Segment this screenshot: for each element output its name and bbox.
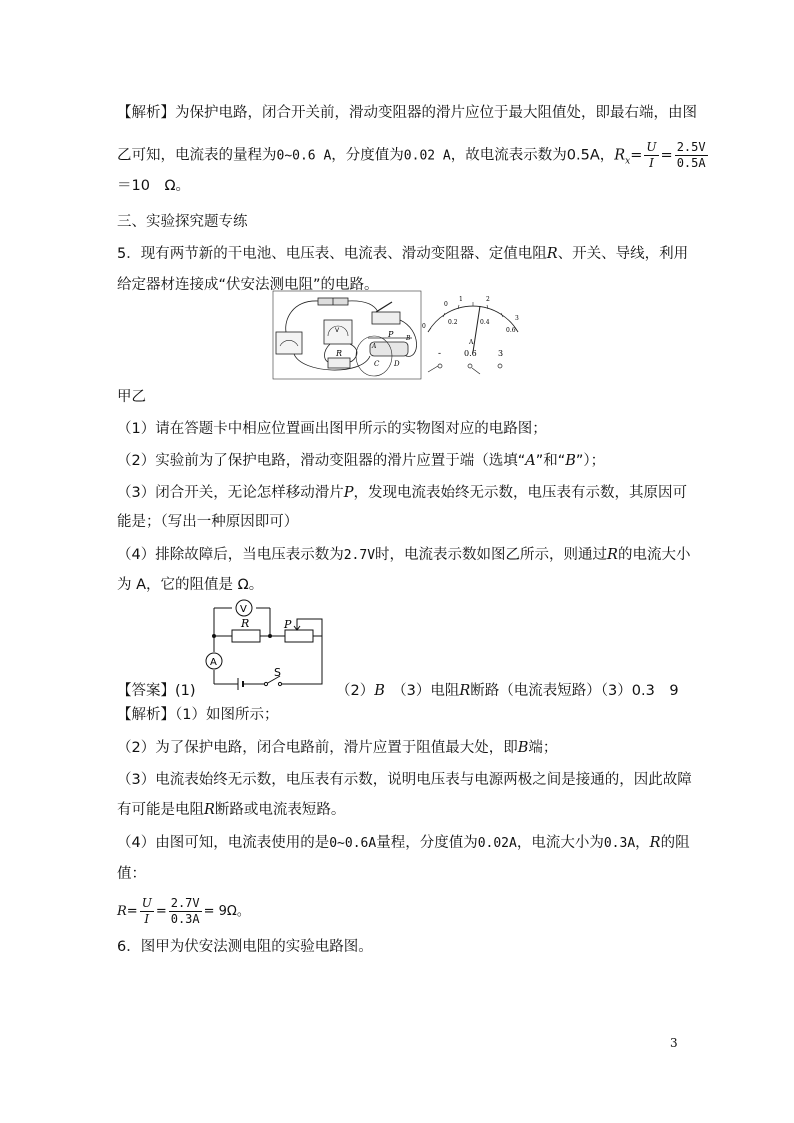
question-5-part-4-line-2: 为 A，它的阻值是 Ω。 bbox=[117, 577, 264, 593]
switch-icon bbox=[372, 312, 400, 324]
svg-text:V: V bbox=[335, 327, 340, 334]
analysis-paragraph-1-line-3: ＝10 Ω。 bbox=[117, 178, 191, 194]
svg-text:D: D bbox=[394, 360, 400, 368]
svg-text:C: C bbox=[374, 360, 380, 368]
section-heading: 三、实验探究题专练 bbox=[117, 214, 248, 230]
question-5-part-2: （2）实验前为了保护电路，滑动变阻器的滑片应置于端（选填“A”和“B”）； bbox=[117, 453, 606, 469]
rheostat-symbol bbox=[285, 630, 313, 642]
question-6: 6．图甲为伏安法测电阻的实验电路图。 bbox=[117, 939, 373, 955]
needle-icon bbox=[473, 306, 480, 352]
svg-text:R: R bbox=[241, 617, 250, 630]
svg-text:V: V bbox=[240, 604, 247, 615]
resistor-icon bbox=[328, 358, 350, 368]
question-5-part-3-line-1: （3）闭合开关，无论怎样移动滑片P，发现电流表始终无示数，电压表有示数，其原因可 bbox=[117, 485, 687, 501]
answer-tag: 【答案】 bbox=[117, 683, 175, 699]
analysis-paragraph-2-line-2: （2）为了保护电路，闭合电路前，滑片应置于阻值最大处，即B端； bbox=[117, 740, 558, 756]
answer-line: 【答案】(1) bbox=[117, 683, 196, 699]
scale-top-label: 1 bbox=[459, 296, 463, 303]
scale-top-label: 3 bbox=[515, 315, 519, 322]
scale-bottom-label: 0.6 bbox=[506, 327, 516, 334]
analysis-paragraph-1-line-1: 【解析】为保护电路，闭合开关前，滑动变阻器的滑片应位于最大阻值处，即最右端，由图 bbox=[117, 105, 697, 121]
fraction-u-over-i: $\frac{U}{I}$ bbox=[646, 140, 657, 170]
question-5-line-2: 给定器材连接成“伏安法测电阻”的电路。 bbox=[117, 277, 379, 293]
question-5-part-3-line-2: 能是；（写出一种原因即可） bbox=[117, 514, 299, 530]
svg-text:P: P bbox=[284, 618, 292, 631]
analysis-paragraph-2-line-4: 有可能是电阻R断路或电流表短路。 bbox=[117, 802, 346, 818]
question-5-part-1: （1）请在答题卡中相应位置画出图甲所示的实物图对应的电路图； bbox=[117, 421, 547, 437]
analysis-paragraph-2-line-1: 【解析】（1）如图所示； bbox=[117, 707, 279, 723]
svg-text:A: A bbox=[372, 343, 377, 350]
scale-top-label: 0 bbox=[444, 301, 448, 308]
terminal-label: 0.6 bbox=[464, 349, 477, 358]
svg-text:P: P bbox=[388, 330, 394, 339]
scale-bottom-label: 0 bbox=[422, 323, 426, 330]
figure-caption: 甲乙 bbox=[117, 389, 146, 405]
scale-bottom-label: 0.2 bbox=[448, 319, 458, 326]
question-5-line-1: 5．现有两节新的干电池、电压表、电流表、滑动变阻器、定值电阻R、开关、导线，利用 bbox=[117, 246, 689, 262]
question-5-part-4-line-1: （4）排除故障后，当电压表示数为2.7V时，电流表示数如图乙所示，则通过R的电流大小 bbox=[117, 547, 691, 563]
svg-text:B: B bbox=[406, 335, 411, 342]
analysis-paragraph-2-line-3: （3）电流表始终无示数，电压表有示数，说明电压表与电源两极之间是接通的，因此故障 bbox=[117, 772, 692, 788]
fraction-values: $\frac{2.7V}{0.3A}$ bbox=[170, 896, 200, 926]
answer-line-continued: （2）B （3）电阻R断路（电流表短路）（3）0.3 9 bbox=[336, 683, 679, 699]
fraction-u-over-i: $\frac{U}{I}$ bbox=[141, 896, 152, 926]
resistance-formula: R= $\frac{U}{I}$ = $\frac{2.7V}{0.3A}$ = 9Ω。 bbox=[117, 896, 250, 926]
svg-text:R: R bbox=[336, 349, 343, 358]
analysis-paragraph-2-line-5: （4）由图可知，电流表使用的是0~0.6A量程，分度值为0.02A，电流大小为0.3A，R的阻 bbox=[117, 835, 690, 851]
analysis-tag: 【解析】 bbox=[117, 105, 175, 121]
scale-top-label: 2 bbox=[486, 296, 490, 303]
analysis-paragraph-2-line-6: 值： bbox=[117, 866, 146, 882]
svg-text:S: S bbox=[274, 666, 281, 679]
svg-text:A: A bbox=[469, 339, 474, 346]
analysis-tag: 【解析】 bbox=[117, 707, 175, 723]
resistor-symbol bbox=[232, 630, 260, 642]
circuit-diagram bbox=[200, 598, 330, 696]
scale-arc bbox=[428, 306, 518, 332]
page-number: 3 bbox=[670, 1036, 678, 1050]
fraction-values: $\frac{2.5V}{0.5A}$ bbox=[676, 140, 706, 170]
apparatus-figure bbox=[272, 290, 422, 380]
analysis-paragraph-1-line-2: 乙可知，电流表的量程为0~0.6 A，分度值为0.02 A，故电流表示数为0.5A，$R_x=$ $\frac{U}{I}$ = $\frac{2.5V}{0.5A}$ bbox=[117, 140, 706, 170]
terminal-label: - bbox=[438, 349, 442, 359]
scale-bottom-label: 0.4 bbox=[480, 319, 490, 326]
terminal-label: 3 bbox=[498, 349, 504, 358]
ammeter-icon bbox=[276, 332, 302, 354]
ammeter-scale-figure bbox=[418, 292, 528, 378]
svg-text:A: A bbox=[210, 657, 217, 668]
